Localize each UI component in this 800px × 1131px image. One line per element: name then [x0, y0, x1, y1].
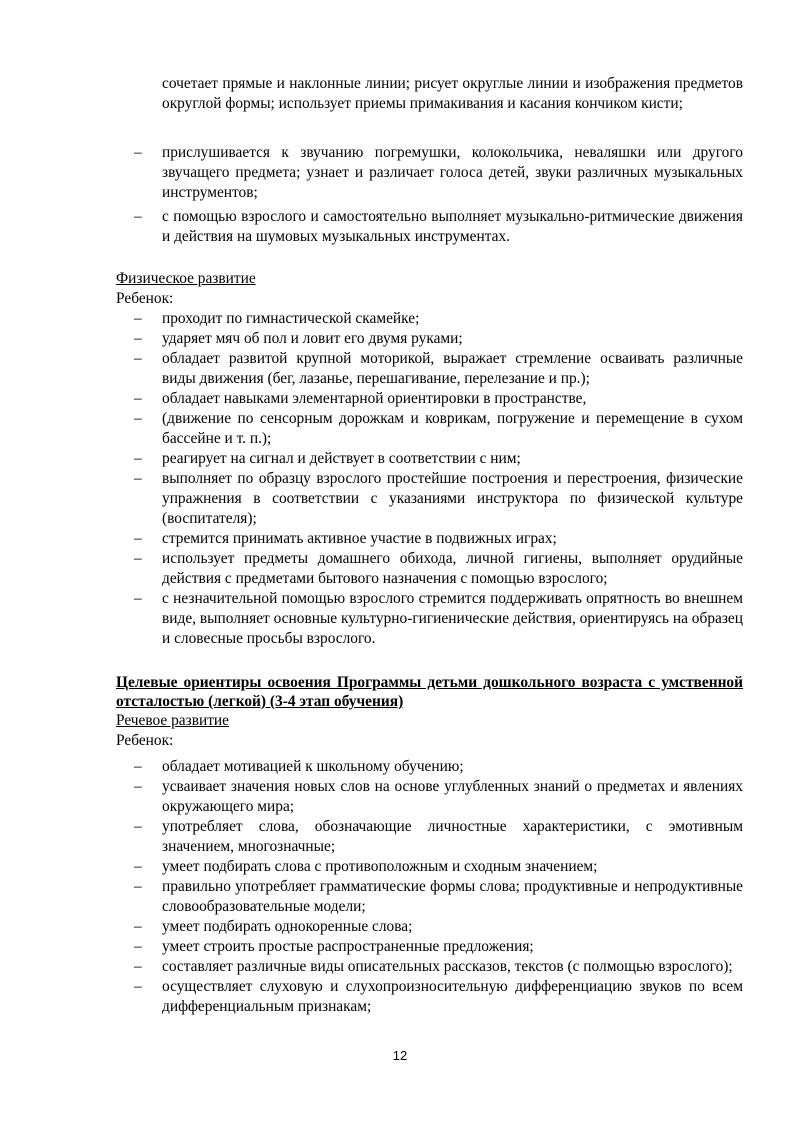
list-item-text: ударяет мяч об пол и ловит его двумя руками; [162, 330, 463, 347]
subject-label: Ребенок: [116, 290, 174, 307]
bullet-dash: – [134, 958, 142, 975]
bullet-dash: – [134, 978, 142, 995]
bullet-dash: – [134, 470, 142, 487]
list-item-text: с незначительной помощью взрослого стремится поддерживать опрятность во внешнем виде, выполняет основные культурно-гигиенические действия, ориентируясь на образец и словесные просьбы взрослого. [162, 590, 743, 647]
bullet-dash: – [134, 590, 142, 607]
physical-section [0, 269, 800, 649]
bullet-dash: – [134, 878, 142, 895]
list-item-text: с помощью взрослого и самостоятельно выполняет музыкально-ритмические движения и действия на шумовых музыкальных инструментах. [162, 208, 743, 245]
bullet-dash: – [134, 410, 142, 427]
list-item-text: обладает навыками элементарной ориентировки в пространстве, [162, 390, 587, 407]
bullet-dash: – [134, 938, 142, 955]
bullet-dash: – [134, 858, 142, 875]
bullet-dash: – [134, 144, 142, 161]
list-item-text: выполняет по образцу взрослого простейшие построения и перестроения, физические упражнения в соответствии с указаниями инструктора по физической культуре (воспитателя); [162, 470, 743, 527]
bullet-dash: – [134, 310, 142, 327]
list-item-text: стремится принимать активное участие в подвижных играх; [162, 530, 557, 547]
bullet-dash: – [134, 390, 142, 407]
list-item-text: осуществляет слуховую и слухопроизносительную дифференциацию звуков по всем дифференциальным признакам; [162, 978, 743, 1015]
bullet-dash: – [134, 918, 142, 935]
list-item [0, 143, 800, 203]
bullet-dash: – [134, 350, 142, 367]
bullet-dash: – [134, 208, 142, 225]
list-item-text: правильно употребляет грамматические формы слова; продуктивные и непродуктивные словообразовательные модели; [162, 878, 743, 915]
continued-list [0, 74, 800, 114]
list-item-text: умеет строить простые распространенные предложения; [162, 938, 534, 955]
bullet-dash: – [134, 450, 142, 467]
list-item-text: усваивает значения новых слов на основе углубленных знаний о предметах и явлениях окружающего мира; [162, 778, 743, 815]
list-item-text: употребляет слова, обозначающие личностные характеристики, с эмотивным значением, многозначные; [162, 818, 743, 855]
section-title: Физическое развитие [116, 270, 256, 287]
list-item-text: использует предметы домашнего обихода, личной гигиены, выполняет орудийные действия с предметами бытового назначения с помощью взрослого; [162, 550, 743, 587]
list-item-text: обладает развитой крупной моторикой, выражает стремление осваивать различные виды движения (бег, лазанье, перешагивание, перелезание и пр.); [162, 350, 743, 387]
list-item-text: умеет подбирать однокоренные слова; [162, 918, 413, 935]
list-item-text: реагирует на сигнал и действует в соответствии с ним; [162, 450, 521, 467]
page-number: 12 [392, 1048, 408, 1063]
list-item-text: (движение по сенсорным дорожкам и коврикам, погружение и перемещение в сухом бассейне и т. п.); [162, 410, 743, 447]
targets-list [0, 757, 800, 1017]
list-item-text: обладает мотивацией к школьному обучению; [162, 758, 464, 775]
list-item-text: умеет подбирать слова с противоположным и сходным значением; [162, 858, 598, 875]
list-item-text: проходит по гимнастической скамейке; [162, 310, 420, 327]
bullet-dash: – [134, 818, 142, 835]
list-item-text: составляет различные виды описательных рассказов, текстов (с полмощью взрослого); [162, 958, 733, 975]
list-item-text: прислушивается к звучанию погремушки, колокольчика, неваляшки или другого звучащего предмета; узнает и различает голоса детей, звуки различных музыкальных инструментов; [162, 144, 743, 201]
section-title: Речевое развитие [116, 712, 230, 729]
targets-section [0, 673, 800, 751]
continuation-text: сочетает прямые и наклонные линии; рисует округлые линии и изображения предметов округлой формы; использует приемы примакивания и касания кончиком кисти; [162, 75, 743, 112]
bullet-dash: – [134, 778, 142, 795]
bullet-dash: – [134, 330, 142, 347]
bullet-dash: – [134, 758, 142, 775]
bullet-dash: – [134, 550, 142, 567]
bullet-dash: – [134, 530, 142, 547]
list-item [0, 207, 800, 247]
section-heading: Целевые ориентиры освоения Программы детьми дошкольного возраста с умственной отсталостью (легкой) (3-4 этап обучения) [116, 674, 743, 710]
subject-label: Ребенок: [116, 732, 174, 749]
